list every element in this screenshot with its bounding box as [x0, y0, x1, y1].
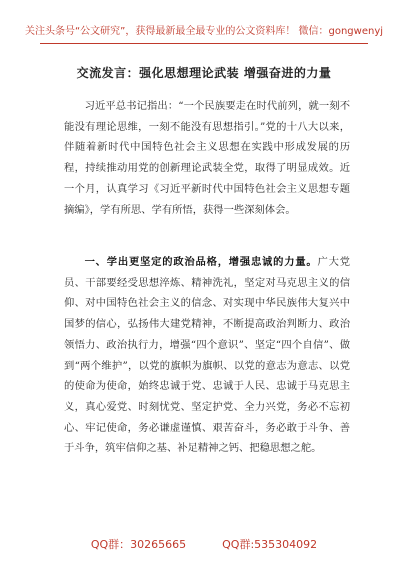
- header-banner: 关注头条号“公文研究”，获得最新最全最专业的公文资料库！ 微信：gongwenyj: [24, 26, 384, 37]
- qq-group-1: QQ群：30265665: [90, 538, 187, 551]
- qq-group-2: QQ群:535304092: [222, 538, 318, 551]
- section-body: 广大党员、干部要经受思想淬炼、精神洗礼，坚定对马克思主义的信仰、对中国特色社会主义的信念、对实现中华民族伟大复兴中国梦的信心，弘扬伟大建党精神，不断提高政治判断力、政治领悟力、政治执行力，增强“四个意识”、坚定“四个自信”、做到“两个维护”，以党的旗帜为旗帜、以党的意志为意志、以党的使命为使命，始终忠诚于党、忠诚于人民、忠诚于马克思主义，真心爱党、时刻忧党、坚定护党、全力兴党，务必不忘初心、牢记使命，务必谦虚谨慎、艰苦奋斗，务必敢于斗争、善于斗争，筑牢信仰之基、补足精神之钙、把稳思想之舵。: [64, 256, 351, 455]
- header-divider: [40, 43, 368, 44]
- footer-contacts: [0, 536, 408, 552]
- paragraph-section-one: [64, 252, 350, 459]
- section-heading: 一、学出更坚定的政治品格，增强忠诚的力量。: [84, 256, 318, 268]
- document-title: 交流发言：强化思想理论武装 增强奋进的力量: [76, 66, 332, 80]
- paragraph-intro: [64, 96, 350, 220]
- paragraph-intro-text: 习近平总书记指出：“一个民族要走在时代前列，就一刻不能没有理论思维，一刻不能没有思想指引。”党的十八大以来，伴随着新时代中国特色社会主义思想在实践中形成发展的历程，持续推动用党的创新理论武装全党，取得了明显成效。近一个月，认真学习《习近平新时代中国特色社会主义思想专题摘编》，学有所思、学有所悟，获得一些深刻体会。: [64, 100, 350, 216]
